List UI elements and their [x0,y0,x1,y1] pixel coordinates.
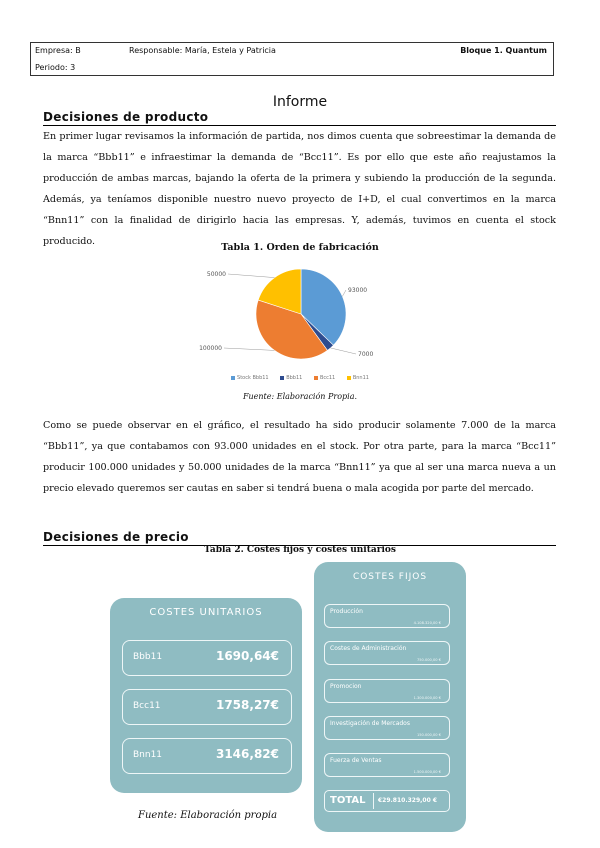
coste-unitario-brand: Bcc11 [133,701,161,711]
coste-fijo-label: Producción [330,608,363,615]
legend-item: Bbb11 [280,375,302,381]
coste-unitario-value: 1690,64€ [215,649,279,663]
coste-fijo-value: 750.000,00 € [416,658,441,662]
header-bloque: Bloque 1. Quantum [460,46,547,55]
coste-unitario-value: 3146,82€ [215,747,279,761]
chart-source: Fuente: Elaboración Propia. [242,392,358,401]
document-header [30,42,554,76]
pie-leader-line [224,348,275,350]
coste-unitario-brand: Bbb11 [133,652,163,662]
section-heading-precio: Decisiones de precio [43,530,556,546]
coste-unitario-row [122,689,292,725]
coste-fijo-row [324,679,450,703]
coste-fijo-row [324,716,450,740]
total-label: TOTAL [330,795,366,806]
coste-unitario-brand: Bnn11 [133,750,163,760]
legend-item: Stock Bbb11 [231,375,269,381]
pie-data-label: 50000 [206,271,226,278]
header-empresa: Empresa: B [35,46,81,55]
coste-fijo-row [324,604,450,628]
costes-fijos-title: COSTES FIJOS [352,572,428,582]
coste-unitario-row [122,640,292,676]
table-caption-orden: Tabla 1. Orden de fabricación [221,242,379,253]
coste-fijo-value: 150.000,00 € [416,733,441,737]
costes-unitarios-title: COSTES UNITARIOS [149,607,263,618]
coste-fijo-label: Promocion [330,683,362,690]
pie-data-label: 93000 [348,287,368,294]
paragraph-producto-resultado: Como se puede observar en el gráfico, el resultado ha sido producir solamente 7.000 de la marca “Bbb11”, ya que contabamos con 93.000 unidades en el stock. Por otra parte, para la marca “Bcc11” producir 100.000 unidades y 50.000 unidades de la marca “Bnn11” ya que al ser una marca nueva a un precio elevado queremos ser cautas en saber si tendrá buena o mala acogida por parte del mercado. [43,420,556,494]
pie-leader-line [342,290,346,296]
coste-fijo-value: 4.108.320,00 € [413,621,441,625]
pie-data-label: 7000 [358,351,374,358]
total-divider [373,793,374,809]
legend-swatch [280,376,284,380]
coste-fijo-label: Fuerza de Ventas [330,757,382,764]
coste-fijo-row [324,641,450,665]
chart-legend [0,375,600,381]
legend-swatch [231,376,235,380]
costes-unitarios-panel [110,598,302,793]
coste-fijo-value: 1.500.000,00 € [413,770,441,774]
section-heading-producto: Decisiones de producto [43,110,556,126]
pie-leader-line [331,348,356,354]
coste-fijo-row [324,753,450,777]
legend-item: Bcc11 [314,375,335,381]
coste-unitario-row [122,738,292,774]
coste-unitario-value: 1758,27€ [215,698,279,712]
legend-item: Bnn11 [347,375,369,381]
costes-fijos-panel [314,562,466,832]
pie-leader-line [228,274,275,278]
coste-fijo-label: Investigación de Mercados [330,720,410,727]
pie-chart [0,258,600,378]
coste-fijo-label: Costes de Administración [330,645,407,652]
legend-swatch [347,376,351,380]
table-source: Fuente: Elaboración propia [138,810,278,821]
legend-swatch [314,376,318,380]
header-responsable: Responsable: María, Estela y Patricia [129,46,276,55]
paragraph-producto-intro: En primer lugar revisamos la información de partida, nos dimos cuenta que sobreestimar la demanda de la marca “Bbb11” e infraestimar la demanda de “Bcc11”. Es por ello que este año reajustamos la producción de ambas marcas, bajando la oferta de la primera y subiendo la producción de la segunda. Además, ya teníamos disponible nuestro nuevo proyecto de I+D, el cual convertimos en la marca “Bnn11” con la finalidad de dirigirlo hacia las empresas. Y, además, tuvimos en cuenta el stock producido. [43,131,556,247]
header-periodo: Periodo: 3 [35,63,76,72]
coste-fijo-value: 1.300.000,00 € [413,696,441,700]
pie-data-label: 100000 [199,345,222,352]
coste-fijo-total-row [324,790,450,812]
page-title: Informe [272,94,328,110]
total-value: €29.810.329,00 € [378,797,438,804]
table-caption-costes: Tabla 2. Costes fijos y costes unitarios [204,545,396,555]
